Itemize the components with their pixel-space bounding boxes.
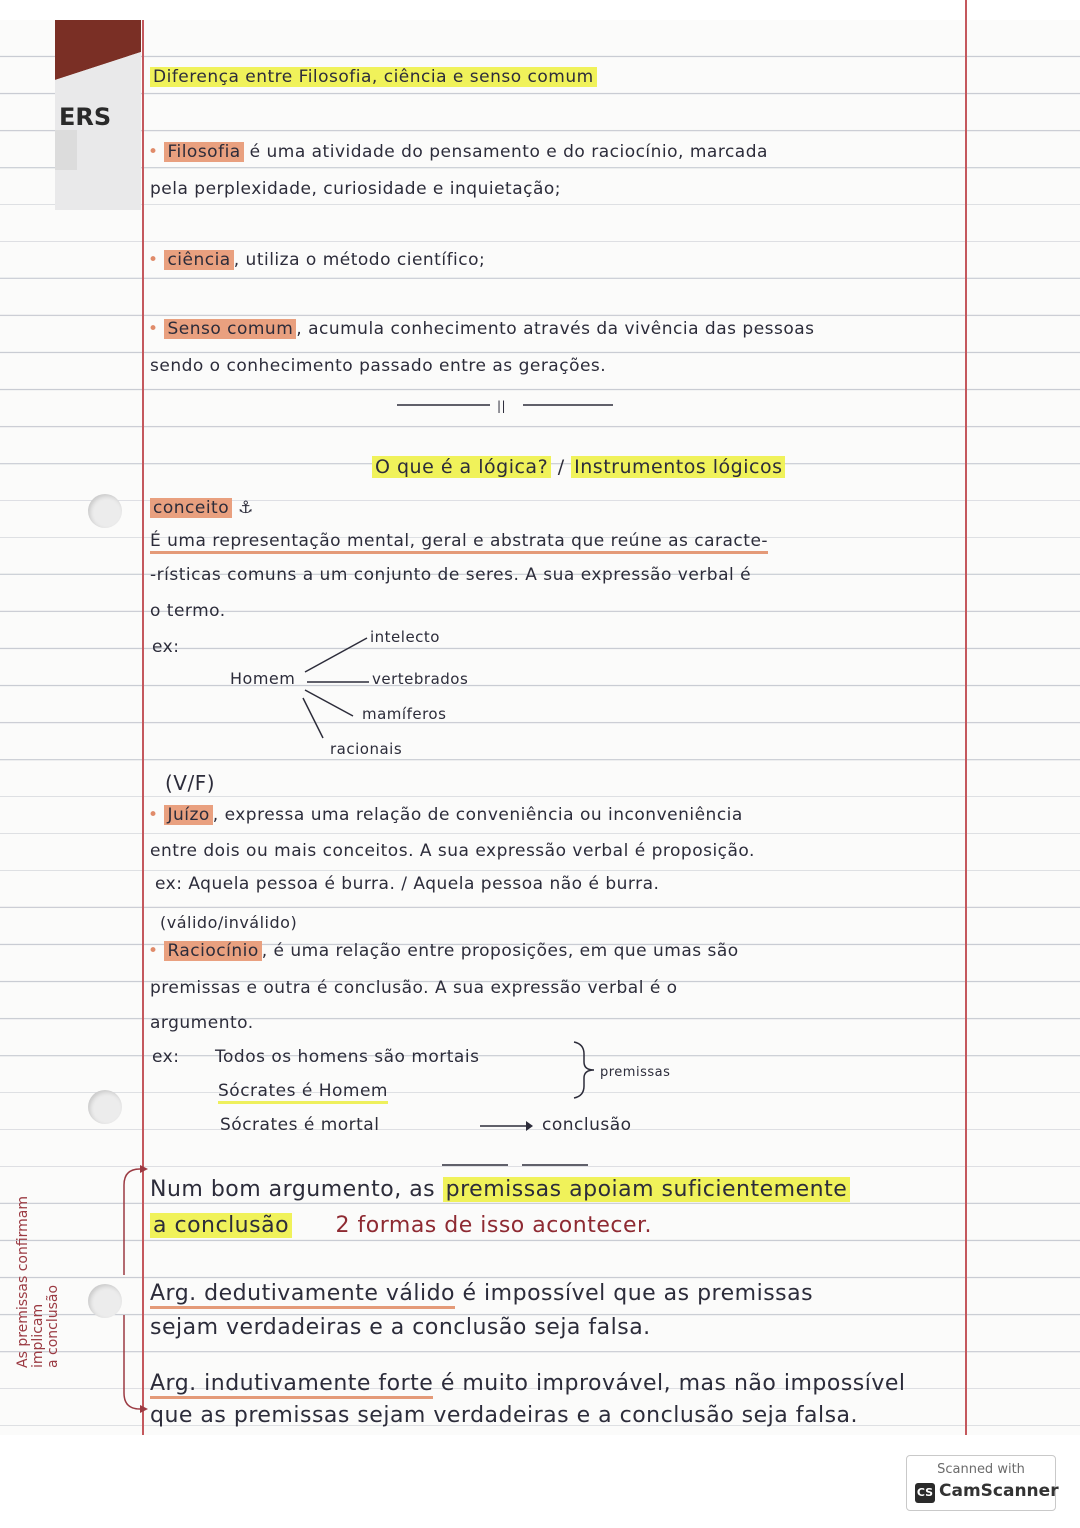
anchor-icon: ⚓ <box>238 498 254 518</box>
conceito-heading: conceito ⚓ <box>150 497 254 519</box>
bullet-senso-comum: • Senso comum , acumula conhecimento através da vivência das pessoas <box>148 319 815 339</box>
binder-hole <box>88 494 122 528</box>
arrow-right-icon <box>478 1116 533 1136</box>
syllogism-line: Sócrates é mortal <box>220 1115 380 1135</box>
juizo-example: ex: Aquela pessoa é burra. / Aquela pessoa não é burra. <box>155 874 660 894</box>
diagram-branch: racionais <box>330 740 403 758</box>
example-label: ex: <box>152 1047 180 1067</box>
side-note: As premissas confirmam implicam a conclusão <box>15 1195 61 1368</box>
brace-icon <box>570 1040 600 1100</box>
section-divider <box>440 1158 590 1172</box>
premissas-label: premissas <box>600 1065 671 1080</box>
camscanner-logo-icon: CS <box>915 1483 935 1503</box>
term-ciencia: ciência <box>164 250 233 270</box>
argumento-line: a conclusão 2 formas de isso acontecer. <box>150 1212 652 1240</box>
binder-hole <box>88 1284 122 1318</box>
argumento-line: Num bom argumento, as premissas apoiam suficientemente <box>150 1176 850 1204</box>
conceito-line: É uma representação mental, geral e abstrata que reúne as caracte- <box>150 530 768 552</box>
tab-label: ERS <box>59 103 112 131</box>
raciocinio-line: • Raciocínio , é uma relação entre proposições, em que umas são <box>148 941 739 961</box>
bullet-text: sendo o conhecimento passado entre as gerações. <box>150 356 607 376</box>
binder-tab <box>55 20 141 210</box>
side-bracket <box>118 1165 148 1420</box>
raciocinio-tag: (válido/inválido) <box>160 913 298 932</box>
bullet-text: é uma atividade do pensamento e do raciocínio, marcada <box>249 142 768 162</box>
juizo-tag: (V/F) <box>165 771 216 795</box>
term-filosofia: Filosofia <box>164 142 243 162</box>
diagram-center: Homem <box>230 669 296 688</box>
bullet-ciencia: • ciência , utiliza o método científico; <box>148 250 486 270</box>
syllogism-line: Todos os homens são mortais <box>215 1047 480 1067</box>
term-raciocinio: Raciocínio <box>164 941 261 961</box>
example-label: ex: <box>152 637 180 657</box>
term-senso-comum: Senso comum <box>164 319 296 339</box>
conceito-line: o termo. <box>150 601 226 621</box>
term-juizo: Juízo <box>164 805 212 825</box>
camscanner-watermark: Scanned with CS CamScanner <box>906 1455 1056 1511</box>
divider-mark: || <box>497 399 507 413</box>
juizo-line: entre dois ou mais conceitos. A sua expressão verbal é proposição. <box>150 841 755 861</box>
indutivo-line: que as premissas sejam verdadeiras e a conclusão seja falsa. <box>150 1403 859 1428</box>
page-top-margin <box>0 0 1080 20</box>
page-title: Diferença entre Filosofia, ciência e senso comum <box>150 66 597 88</box>
indutivo-line: Arg. indutivamente forte é muito improvável, mas não impossível <box>150 1370 906 1398</box>
diagram-branch: mamíferos <box>362 705 447 723</box>
juizo-line: • Juízo , expressa uma relação de conveniência ou inconveniência <box>148 805 743 825</box>
bullet-text: , utiliza o método científico; <box>233 250 486 270</box>
conclusao-label: conclusão <box>542 1115 632 1135</box>
diagram-branch: intelecto <box>370 628 440 646</box>
margin-line-right <box>965 0 967 1435</box>
bullet-text: , acumula conhecimento através da vivência das pessoas <box>296 319 815 339</box>
syllogism-line: Sócrates é Homem <box>218 1080 388 1102</box>
dedutivo-line: Arg. dedutivamente válido é impossível que as premissas <box>150 1280 813 1308</box>
diagram-branch: vertebrados <box>372 670 469 688</box>
conceito-line: -rísticas comuns a um conjunto de seres. A sua expressão verbal é <box>150 565 752 585</box>
bullet-text: pela perplexidade, curiosidade e inquietação; <box>150 179 562 199</box>
section-heading: O que é a lógica? / Instrumentos lógicos <box>372 456 785 478</box>
dedutivo-line: sejam verdadeiras e a conclusão seja falsa. <box>150 1315 651 1340</box>
bullet-filosofia: • Filosofia é uma atividade do pensamento e do raciocínio, marcada <box>148 142 768 162</box>
raciocinio-line: argumento. <box>150 1013 254 1033</box>
raciocinio-line: premissas e outra é conclusão. A sua expressão verbal é o <box>150 978 678 998</box>
binder-hole <box>88 1090 122 1124</box>
concept-diagram-lines <box>295 630 375 750</box>
